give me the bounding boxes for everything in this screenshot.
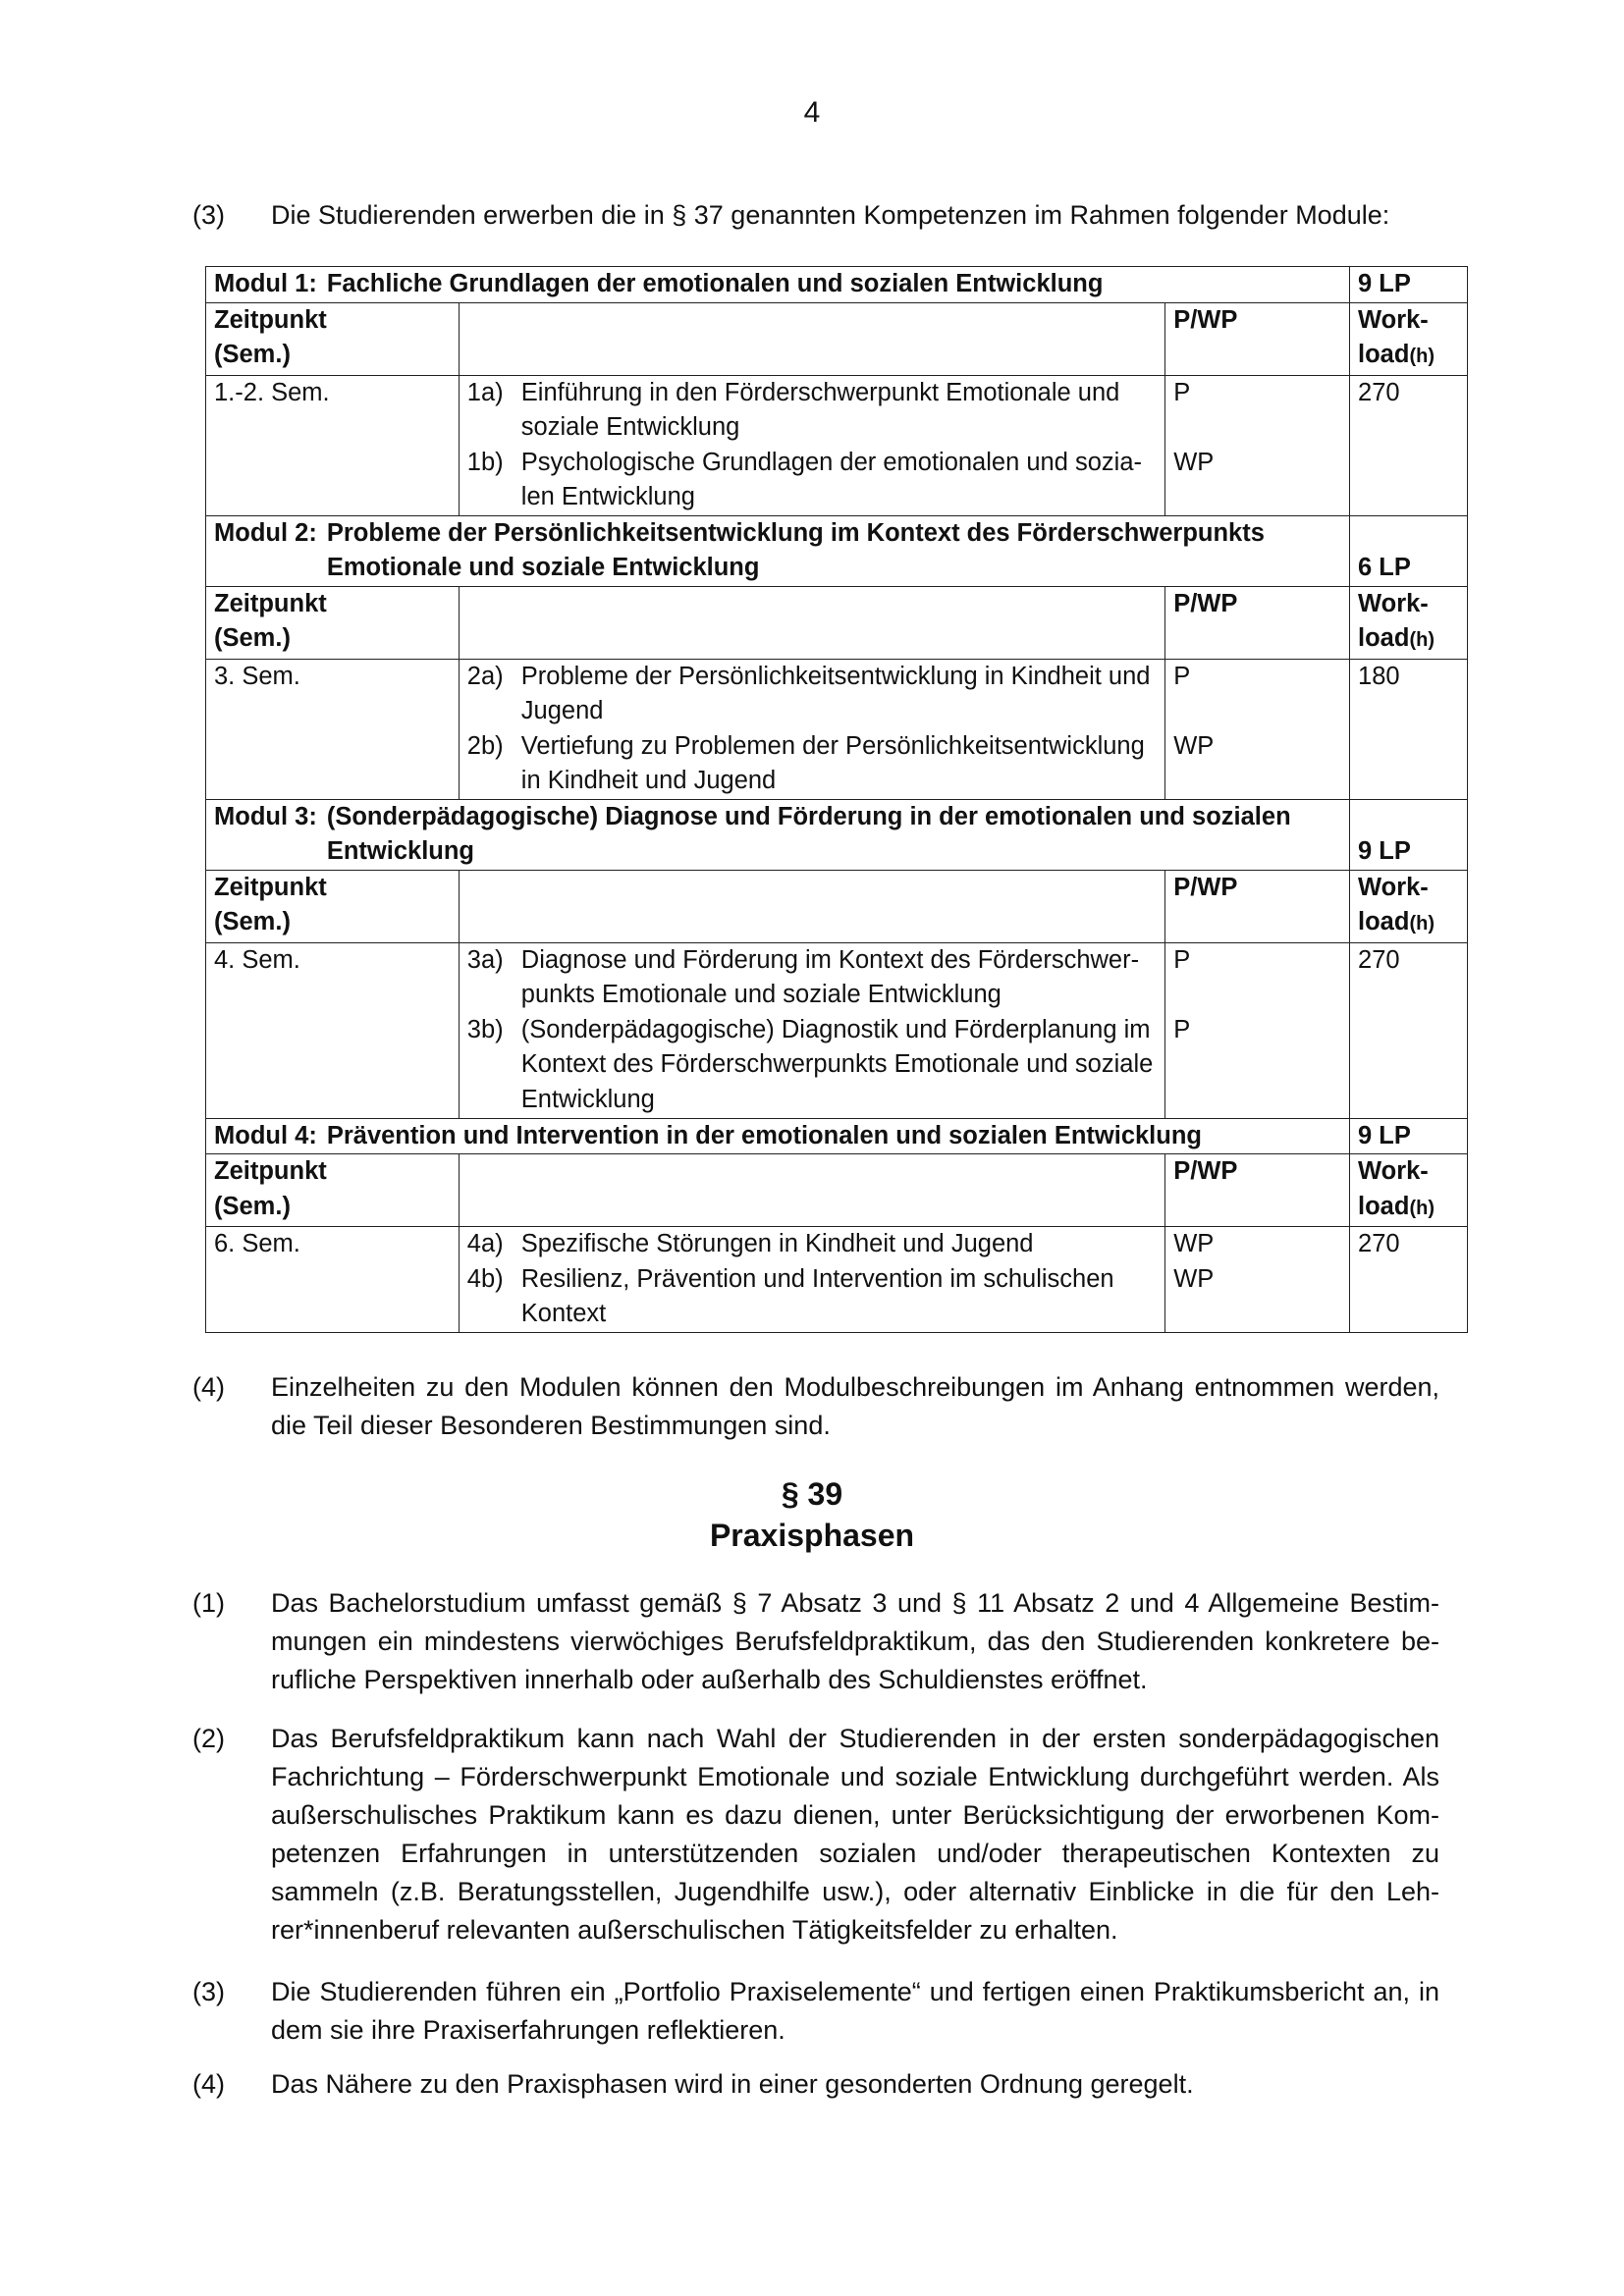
section-paragraph-1-number: (1) — [192, 1588, 225, 1618]
header-zeitpunkt: Zeitpunkt — [214, 589, 327, 617]
column-header-row — [206, 1154, 1468, 1227]
course-title: Probleme der Persönlichkeitsentwicklung in Kindheit und Jugend — [520, 662, 1151, 724]
course-item — [467, 446, 1157, 515]
course-pwp: P — [1173, 662, 1191, 690]
header-hours: (h) — [1409, 1197, 1435, 1219]
intro-paragraph — [192, 196, 1439, 235]
module-table — [205, 266, 1468, 1333]
module-workload: 270 — [1350, 375, 1468, 515]
module-workload: 180 — [1350, 659, 1468, 799]
course-item — [467, 1013, 1157, 1118]
header-load: load — [1358, 1192, 1410, 1220]
course-pwp: WP — [1173, 1265, 1215, 1293]
module-semester: 1.-2. Sem. — [206, 375, 460, 515]
course-code: 3a) — [466, 945, 504, 974]
section-paragraph-1-text: Das Bachelorstudium umfasst gemäß § 7 Absatz 3 und § 11 Absatz 2 und 4 Allgemeine Bestim-mungen ein mindestens vierwöchiges Berufsfeldpraktikum, das den Studierenden konkretere be-rufliche Perspektiven innerhalb oder außerhalb des Schuldienstes eröffnet. — [271, 1588, 1439, 1694]
header-pwp: P/WP — [1165, 870, 1350, 942]
section-paragraph-4-text: Das Nähere zu den Praxisphasen wird in einer gesonderten Ordnung geregelt. — [271, 2069, 1194, 2099]
course-code: 1b) — [466, 448, 504, 476]
module-title: Probleme der Persönlichkeitsentwicklung im Kontext des Förderschwerpunkts Emotionale und soziale Entwicklung — [326, 518, 1265, 581]
header-pwp: P/WP — [1165, 586, 1350, 659]
header-work: Work- — [1358, 873, 1429, 901]
module-header-row — [206, 515, 1468, 586]
header-hours: (h) — [1409, 913, 1435, 934]
module-title: Fachliche Grundlagen der emotionalen und sozialen Entwicklung — [326, 270, 1104, 297]
module-label: Modul 4: — [214, 1121, 317, 1149]
module-body-row — [206, 942, 1468, 1118]
course-code: 1a) — [466, 378, 504, 406]
module-header-row — [206, 1118, 1468, 1154]
header-zeitpunkt: Zeitpunkt — [214, 873, 327, 901]
header-sem: (Sem.) — [214, 341, 291, 368]
header-work: Work- — [1358, 1157, 1429, 1185]
header-zeitpunkt: Zeitpunkt — [214, 305, 327, 334]
section-title: Praxisphasen — [709, 1518, 915, 1553]
module-header-row — [206, 799, 1468, 870]
course-title: Resilienz, Prävention und Intervention im schulischen Kontext — [520, 1264, 1114, 1327]
header-load: load — [1358, 624, 1410, 652]
header-sem: (Sem.) — [214, 1192, 291, 1220]
paragraph-4-number: (4) — [192, 1372, 225, 1402]
column-header-row — [206, 302, 1468, 375]
course-item — [467, 943, 1157, 1013]
module-header-row — [206, 267, 1468, 303]
header-load: load — [1358, 341, 1410, 368]
header-hours: (h) — [1409, 346, 1435, 367]
course-pwp: P — [1173, 378, 1191, 406]
module-label: Modul 2: — [214, 518, 317, 547]
section-paragraph-3 — [192, 1973, 1439, 2050]
module-body-row — [206, 1227, 1468, 1333]
module-workload: 270 — [1350, 942, 1468, 1118]
section-paragraph-1 — [192, 1584, 1439, 1699]
header-hours: (h) — [1409, 629, 1435, 651]
section-paragraph-4-number: (4) — [192, 2069, 225, 2099]
course-title: (Sonderpädagogische) Diagnostik und Förderplanung im Kontext des Förderschwerpunkts Emotionale und soziale Entwicklung — [520, 1015, 1154, 1113]
header-sem: (Sem.) — [214, 624, 291, 652]
course-code: 3b) — [466, 1015, 504, 1043]
module-title: Prävention und Intervention in der emotionalen und sozialen Entwicklung — [326, 1121, 1202, 1149]
column-header-row — [206, 870, 1468, 942]
course-pwp: WP — [1173, 1230, 1215, 1257]
course-pwp: WP — [1173, 731, 1215, 760]
header-load: load — [1358, 908, 1410, 935]
course-code: 4a) — [466, 1230, 504, 1257]
section-paragraph-2-number: (2) — [192, 1724, 225, 1753]
section-paragraph-2-text: Das Berufsfeldpraktikum kann nach Wahl der Studierenden in der ersten sonderpädagogischen Fachrichtung – Förderschwerpunkt Emotionale und soziale Entwicklung durchgeführt werden. Als außerschulisches Praktikum kann es dazu dienen, unter Berücksichtigung der erworbenen Kom-petenzen Erfahrungen in unterstützenden sozialen und/oder therapeutischen Kontexten zu sammeln (z.B. Beratungsstellen, Jugendhilfe usw.), oder alternativ Einblicke in die für den Leh-rer*innenberuf relevanten außerschulischen Tätigkeitsfelder zu erhalten. — [271, 1724, 1439, 1945]
header-pwp: P/WP — [1165, 302, 1350, 375]
column-header-row — [206, 586, 1468, 659]
module-workload: 270 — [1350, 1227, 1468, 1333]
header-pwp: P/WP — [1165, 1154, 1350, 1227]
module-credits: 9 LP — [1350, 799, 1468, 870]
module-semester: 4. Sem. — [206, 942, 460, 1118]
course-pwp: P — [1173, 1015, 1191, 1043]
course-title: Spezifische Störungen in Kindheit und Jugend — [520, 1230, 1034, 1257]
course-title: Psychologische Grundlagen der emotionalen und sozia-len Entwicklung — [520, 448, 1143, 510]
course-code: 2b) — [466, 731, 504, 760]
header-zeitpunkt: Zeitpunkt — [214, 1157, 327, 1185]
module-credits: 9 LP — [1350, 1118, 1468, 1154]
course-pwp: P — [1173, 945, 1191, 974]
header-work: Work- — [1358, 589, 1429, 617]
section-paragraph-4 — [192, 2065, 1439, 2104]
section-paragraph-2 — [192, 1720, 1439, 1949]
course-title: Einführung in den Förderschwerpunkt Emotionale und soziale Entwicklung — [520, 378, 1120, 441]
page-number: 4 — [803, 96, 821, 129]
module-body-row — [206, 659, 1468, 799]
course-item — [467, 1262, 1157, 1332]
course-item — [467, 376, 1157, 446]
course-item — [467, 729, 1157, 799]
module-semester: 6. Sem. — [206, 1227, 460, 1333]
course-code: 4b) — [466, 1264, 504, 1293]
header-sem: (Sem.) — [214, 908, 291, 935]
paragraph-4 — [192, 1368, 1439, 1445]
course-item — [467, 660, 1157, 729]
module-credits: 6 LP — [1350, 515, 1468, 586]
module-semester: 3. Sem. — [206, 659, 460, 799]
paragraph-4-text: Einzelheiten zu den Modulen können den Modulbeschreibungen im Anhang entnommen werden, die Teil dieser Besonderen Bestimmungen sind. — [271, 1372, 1439, 1440]
course-code: 2a) — [466, 662, 504, 690]
course-title: Diagnose und Förderung im Kontext des Förderschwer-punkts Emotionale und soziale Entwicklung — [520, 945, 1140, 1008]
intro-text: Die Studierenden erwerben die in § 37 genannten Kompetenzen im Rahmen folgender Module: — [271, 200, 1390, 230]
section-number: § 39 — [781, 1476, 843, 1512]
module-label: Modul 1: — [214, 270, 317, 297]
module-credits: 9 LP — [1350, 267, 1468, 303]
section-paragraph-3-number: (3) — [192, 1977, 225, 2006]
course-item — [467, 1227, 1157, 1262]
course-pwp: WP — [1173, 448, 1215, 476]
module-title: (Sonderpädagogische) Diagnose und Förderung in der emotionalen und sozialen Entwicklung — [326, 802, 1291, 865]
header-work: Work- — [1358, 305, 1429, 334]
section-paragraph-3-text: Die Studierenden führen ein „Portfolio Praxiselemente“ und fertigen einen Praktikumsbericht an, in dem sie ihre Praxiserfahrungen reflektieren. — [271, 1977, 1439, 2045]
intro-number: (3) — [192, 200, 225, 230]
module-body-row — [206, 375, 1468, 515]
module-label: Modul 3: — [214, 802, 317, 830]
course-title: Vertiefung zu Problemen der Persönlichkeitsentwicklung in Kindheit und Jugend — [520, 731, 1145, 794]
